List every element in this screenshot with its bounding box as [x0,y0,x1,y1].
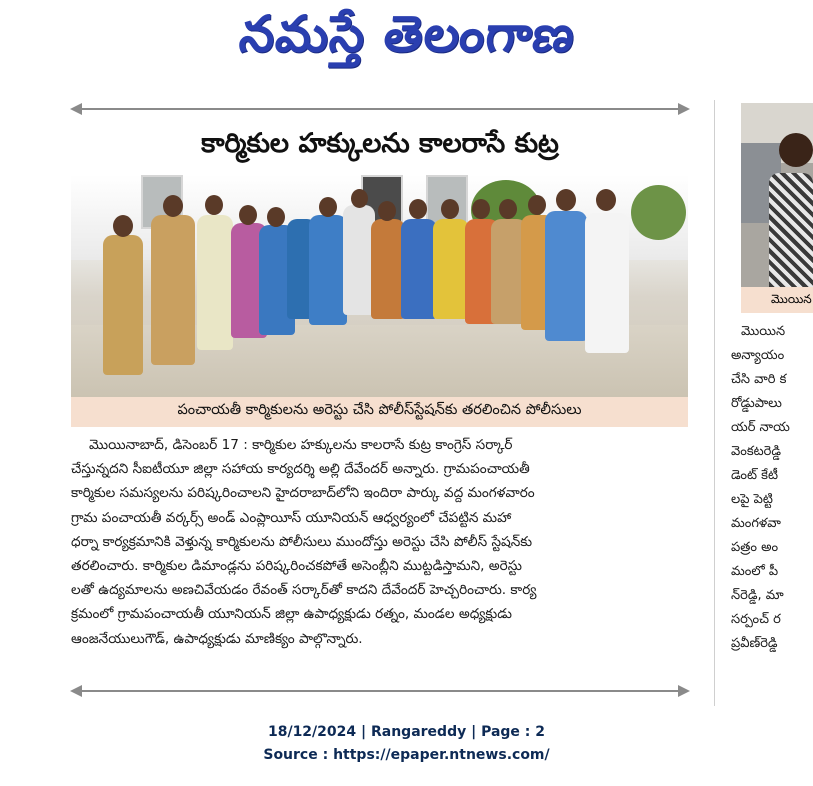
side-line: అన్యాయం [731,348,785,363]
column-divider [714,100,715,706]
side-line: మంగళవా [731,516,781,531]
body-line: మొయినాబాద్, డిసెంబర్ 17 : కార్మికుల హక్కులను కాలరాసే కుట్ర కాంగ్రెస్ సర్కార్ [89,437,513,453]
side-line: డెంట్ కేటీ [731,468,779,483]
article-body [71,433,688,651]
rule-arrow-right-icon [678,685,690,697]
side-line: పత్రం అం [731,540,779,555]
body-line: ధర్నా కార్యక్రమానికి వెళ్తున్న కార్మికులను పోలీసులు ముందోస్తు అరెస్టు చేసి పోలీస్ స్టేషన్‌కు [71,533,533,550]
photo-caption: పంచాయతీ కార్మికులను అరెస్టు చేసి పోలీస్‌స్టేషన్‌కు తరలించిన పోలీసులు [71,397,688,427]
edition-info: 18/12/2024 | Rangareddy | Page : 2 [267,724,546,740]
side-photo-caption: మొయిన [741,287,813,313]
side-line: చేసి వారి క [731,372,787,387]
newspaper-masthead [0,4,813,76]
rule-arrow-right-icon [678,103,690,115]
bottom-rule [80,690,680,692]
side-line: సర్పంచ్ ర [731,612,781,627]
body-line: ఆంజనేయులుగౌడ్, ఉపాధ్యక్షుడు మాణిక్యం పాల్గొన్నారు. [71,630,363,647]
body-line: చేస్తున్నదని సీఐటీయూ జిల్లా సహాయ కార్యదర్శి అల్లి దేవేందర్ అన్నారు. గ్రామపంచాయతీ [71,461,530,478]
side-line: లపై పెట్టి [731,492,773,507]
body-line: క్రమంలో గ్రామపంచాయతీ యూనియన్ జిల్లా ఉపాధ్యక్షుడు రత్నం, మండల అధ్యక్షుడు [71,606,512,623]
body-line: గ్రామ పంచాయతీ వర్కర్స్ అండ్ ఎంప్లాయీస్ యూనియన్ ఆధ్వర్యంలో చేపట్టిన మహా [71,509,512,526]
side-line: మొయిన [741,324,786,339]
masthead-title: నమస్తే తెలంగాణ [236,4,579,63]
top-rule [80,108,680,110]
side-line: మంలో పీ [731,564,779,579]
body-line: తరలించారు. కార్మికుల డిమాండ్లను పరిష్కరించకపోతే అసెంబ్లీని ముట్టడిస్తామని, అరెస్టు [71,558,522,575]
side-line: న్‌రెడ్డి, మా [731,588,784,603]
side-article-photo [741,103,813,287]
body-line: కార్మికుల సమస్యలను పరిష్కరించాలని హైదరాబాద్‌లోని ఇందిరా పార్కు వద్ద మంగళవారం [71,485,535,502]
side-article-body [731,320,813,656]
side-line: వెంకటరెడ్డి [731,444,781,459]
side-line: రోడ్డుపాలు [731,396,782,411]
source-link[interactable]: Source : https://epaper.ntnews.com/ [263,747,550,763]
side-line: ప్రవీణ్‌రెడ్డి [731,636,778,651]
article-headline: కార్మికుల హక్కులను కాలరాసే కుట్ర [201,128,559,159]
body-line: లతో ఉద్యమాలను అణచివేయడం రేవంత్ సర్కార్‌తో కాదని దేవేందర్ హెచ్చరించారు. కార్య [71,582,537,599]
article-photo [71,175,688,397]
side-line: యర్ నాయ [731,420,790,435]
